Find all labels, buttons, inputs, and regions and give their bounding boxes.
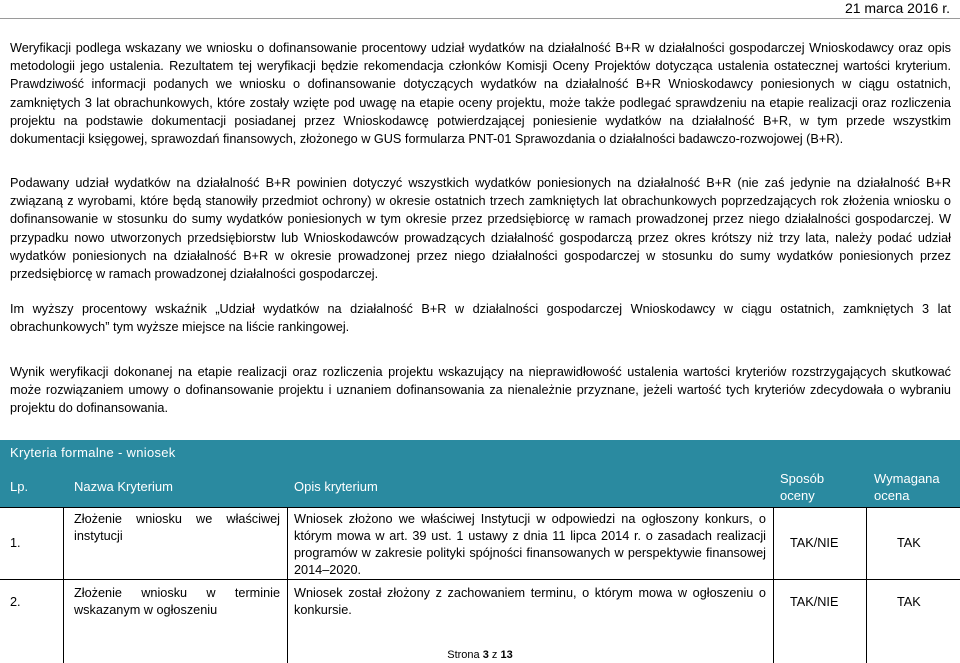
footer-separator: z (491, 649, 498, 661)
header-divider (0, 18, 960, 19)
section-header (0, 440, 960, 466)
row-required-score: TAK (897, 536, 921, 550)
paragraph-verification: Weryfikacji podlega wskazany we wniosku o dofinansowanie procentowy udział wydatków na działalność B+R w działalności gospodarczej Wnioskodawcy oraz opis metodologii jego ustalenia. Rezultatem tej weryfikacji będzie rekomendacja członków Komisji Oceny Projektów dotycząca ustalenia ostatecznej wartości kryterium. Prawdziwość informacji podanych we wniosku o dofinansowanie dotyczących wydatków na działalność B+R Wnioskodawcy poniesionych w ciągu ostatnich, zamkniętych 3 lat obrachunkowych, które zostały wzięte pod uwagę na etapie oceny projektu, może także podlegać sprawdzeniu na etapie realizacji oraz rozliczenia projektu na podstawie dokumentacji posiadanej przez Wnioskodawcę potwierdzającej poniesienie wydatków na działalność B+R, w tym przede wszystkim dokumentacji księgowej, sprawozdań finansowych, złożonego w GUS formularza PNT-01 Sprawozdania o działalności badawczo-rozwojowej (B+R). (10, 41, 951, 147)
row-divider (0, 579, 960, 580)
header-evaluation-method: Sposób oceny (780, 471, 825, 503)
document-date: 21 marca 2016 r. (844, 0, 950, 16)
header-criterion-description: Opis kryterium (294, 479, 378, 494)
column-divider (866, 507, 867, 663)
row-evaluation-method: TAK/NIE (790, 536, 839, 550)
row-required-score: TAK (897, 595, 921, 609)
criteria-table-header (0, 466, 960, 507)
row-divider (0, 507, 960, 508)
row-criterion-description: Wniosek złożono we właściwej Instytucji w odpowiedzi na ogłoszony konkurs, o którym mowa w art. 39 ust. 1 ustawy z dnia 11 lipca 2014 r. o zasadach realizacji programów w zakresie polityki spójności finansowanych w perspektywie finansowej 2014–2020. (294, 512, 766, 577)
row-lp: 2. (10, 595, 21, 609)
row-criterion-description: Wniosek został złożony z zachowaniem terminu, o którym mowa w ogłoszeniu o konkursie. (294, 586, 766, 617)
row-criterion-name: Złożenie wniosku w terminie wskazanym w ogłoszeniu (74, 586, 280, 617)
section-title: Kryteria formalne - wniosek (10, 445, 176, 460)
row-criterion-name: Złożenie wniosku we właściwej instytucji (74, 512, 280, 543)
page-footer (0, 648, 960, 662)
column-divider (287, 507, 288, 663)
paragraph-ranking: Im wyższy procentowy wskaźnik „Udział wydatków na działalność B+R w działalności gospodarczej Wnioskodawcy w ciągu ostatnich, zamkniętych 3 lat obrachunkowych” tym wyższe miejsce na liście rankingowej. (10, 302, 951, 335)
footer-prefix: Strona (447, 649, 480, 661)
paragraph-consequences: Wynik weryfikacji dokonanej na etapie realizacji oraz rozliczenia projektu wskazujący na nieprawidłowość ustalenia wartości kryteriów rozstrzygających skutkować może rozwiązaniem umowy o dofinansowanie projektu i uznaniem dofinansowania za nienależnie przyznane, jeżeli wartość tych kryteriów zdecydowała o wybraniu projektu do dofinansowania. (10, 365, 951, 416)
header-required-score: Wymagana ocena (874, 471, 940, 503)
column-divider (773, 507, 774, 663)
row-lp: 1. (10, 536, 21, 550)
column-divider (63, 507, 64, 663)
header-criterion-name: Nazwa Kryterium (74, 479, 173, 494)
paragraph-share-definition: Podawany udział wydatków na działalność B+R powinien dotyczyć wszystkich wydatków poniesionych na działalność B+R (nie zaś jedynie na działalność B+R związaną z wyrobami, które będą stanowiły przedmiot ochrony) w okresie ostatnich trzech zamkniętych lat obrachunkowych poprzedzających rok złożenia wniosku o dofinansowanie w stosunku do sumy wydatków poniesionych w tym okresie przez przedsiębiorcę w ramach prowadzonej przez niego działalności gospodarczej. W przypadku nowo utworzonych przedsiębiorstw lub Wnioskodawców prowadzących działalność gospodarczą przez okres krótszy niż trzy lata, należy podać udział wydatków poniesionych na działalność B+R w okresie prowadzonej przez niego działalności gospodarczej w stosunku do sumy wydatków poniesionych przez przedsiębiorcę w ramach prowadzonej działalności gospodarczej. (10, 176, 951, 282)
row-evaluation-method: TAK/NIE (790, 595, 839, 609)
footer-page-number: 3 (482, 649, 489, 661)
footer-page-total: 13 (500, 649, 513, 661)
header-lp: Lp. (10, 479, 29, 494)
